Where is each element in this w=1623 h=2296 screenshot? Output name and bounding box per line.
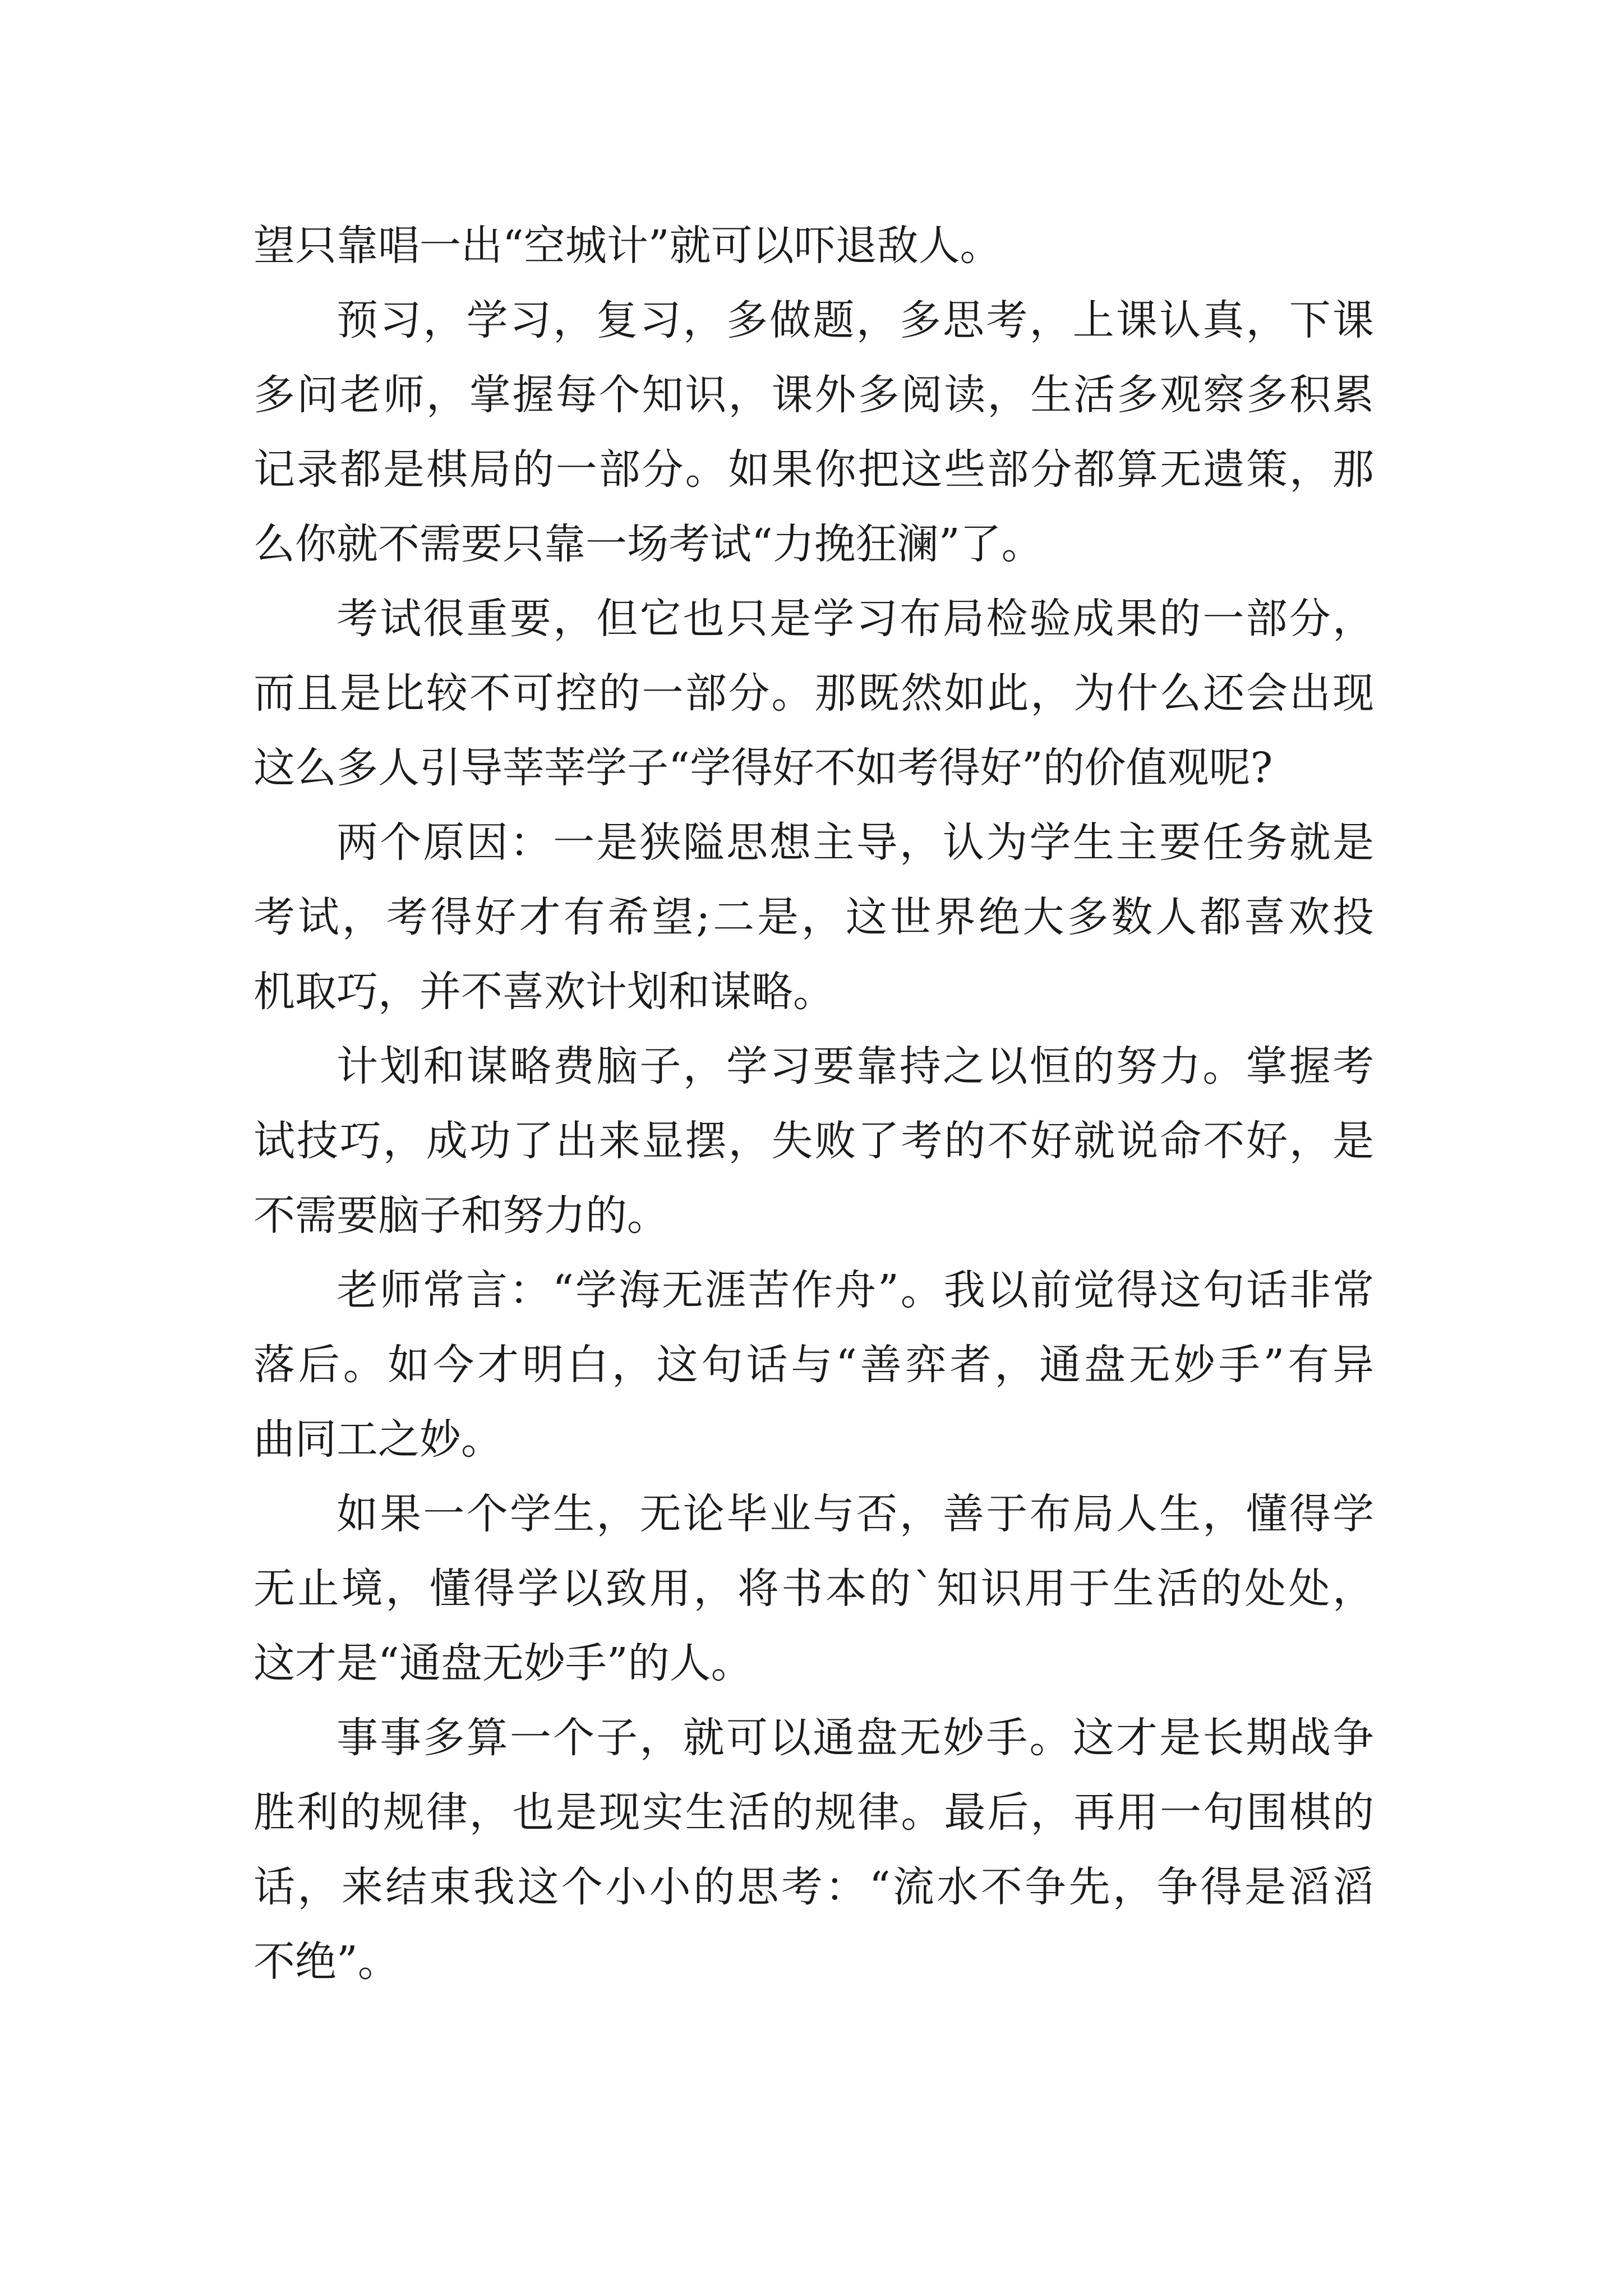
text-line: 曲同工之妙。: [253, 1415, 502, 1464]
text-line: 预习，学习，复习，多做题，多思考，上课认真，下课: [336, 296, 1374, 344]
text-line: 记录都是棋局的一部分。如果你把这些部分都算无遗策，那: [253, 445, 1374, 494]
text-line: 试技巧，成功了出来显摆，失败了考的不好就说命不好，是: [253, 1117, 1374, 1165]
text-line: 话，来结束我这个小小的思考：“流水不争先，争得是滔滔: [253, 1863, 1374, 1911]
text-line: 而且是比较不可控的一部分。那既然如此，为什么还会出现: [253, 669, 1374, 717]
text-line: 望只靠唱一出“空城计”就可以吓退敌人。: [253, 222, 1002, 270]
text-line: 两个原因：一是狭隘思想主导，认为学生主要任务就是: [336, 818, 1374, 867]
text-line: 这才是“通盘无妙手”的人。: [253, 1639, 753, 1687]
text-line: 多问老师，掌握每个知识，课外多阅读，生活多观察多积累: [253, 371, 1374, 419]
text-line: 考试，考得好才有希望;二是，这世界绝大多数人都喜欢投: [253, 893, 1374, 941]
paragraph: [253, 209, 1374, 283]
paragraph: [253, 1029, 1374, 1253]
text-line: 计划和谋略费脑子，学习要靠持之以恒的努力。掌握考: [336, 1042, 1374, 1091]
text-line: 如果一个学生，无论毕业与否，善于布局人生，懂得学: [336, 1490, 1374, 1538]
text-line: 不需要脑子和努力的。: [253, 1191, 668, 1240]
paragraph: [253, 582, 1374, 806]
text-line: 老师常言：“学海无涯苦作舟”。我以前觉得这句话非常: [336, 1266, 1374, 1314]
paragraph: [253, 1701, 1374, 1999]
text-line: 这么多人引导莘莘学子“学得好不如考得好”的价值观呢?: [253, 744, 1273, 792]
text-line: 机取巧，并不喜欢计划和谋略。: [253, 968, 834, 1016]
text-line: 么你就不需要只靠一场考试“力挽狂澜”了。: [253, 520, 1043, 568]
document-body: [253, 209, 1374, 1999]
text-line: 考试很重要，但它也只是学习布局检验成果的一部分，: [336, 595, 1374, 643]
text-line: 事事多算一个子，就可以通盘无妙手。这才是长期战争: [336, 1714, 1374, 1762]
paragraph: [253, 806, 1374, 1029]
paragraph: [253, 1253, 1374, 1477]
text-line: 不绝”。: [253, 1938, 399, 1986]
text-line: 落后。如今才明白，这句话与“善弈者，通盘无妙手”有异: [253, 1341, 1374, 1389]
paragraph: [253, 283, 1374, 582]
text-line: 无止境，懂得学以致用，将书本的`知识用于生活的处处，: [253, 1565, 1374, 1613]
paragraph: [253, 1477, 1374, 1701]
text-line: 胜利的规律，也是现实生活的规律。最后，再用一句围棋的: [253, 1788, 1374, 1837]
